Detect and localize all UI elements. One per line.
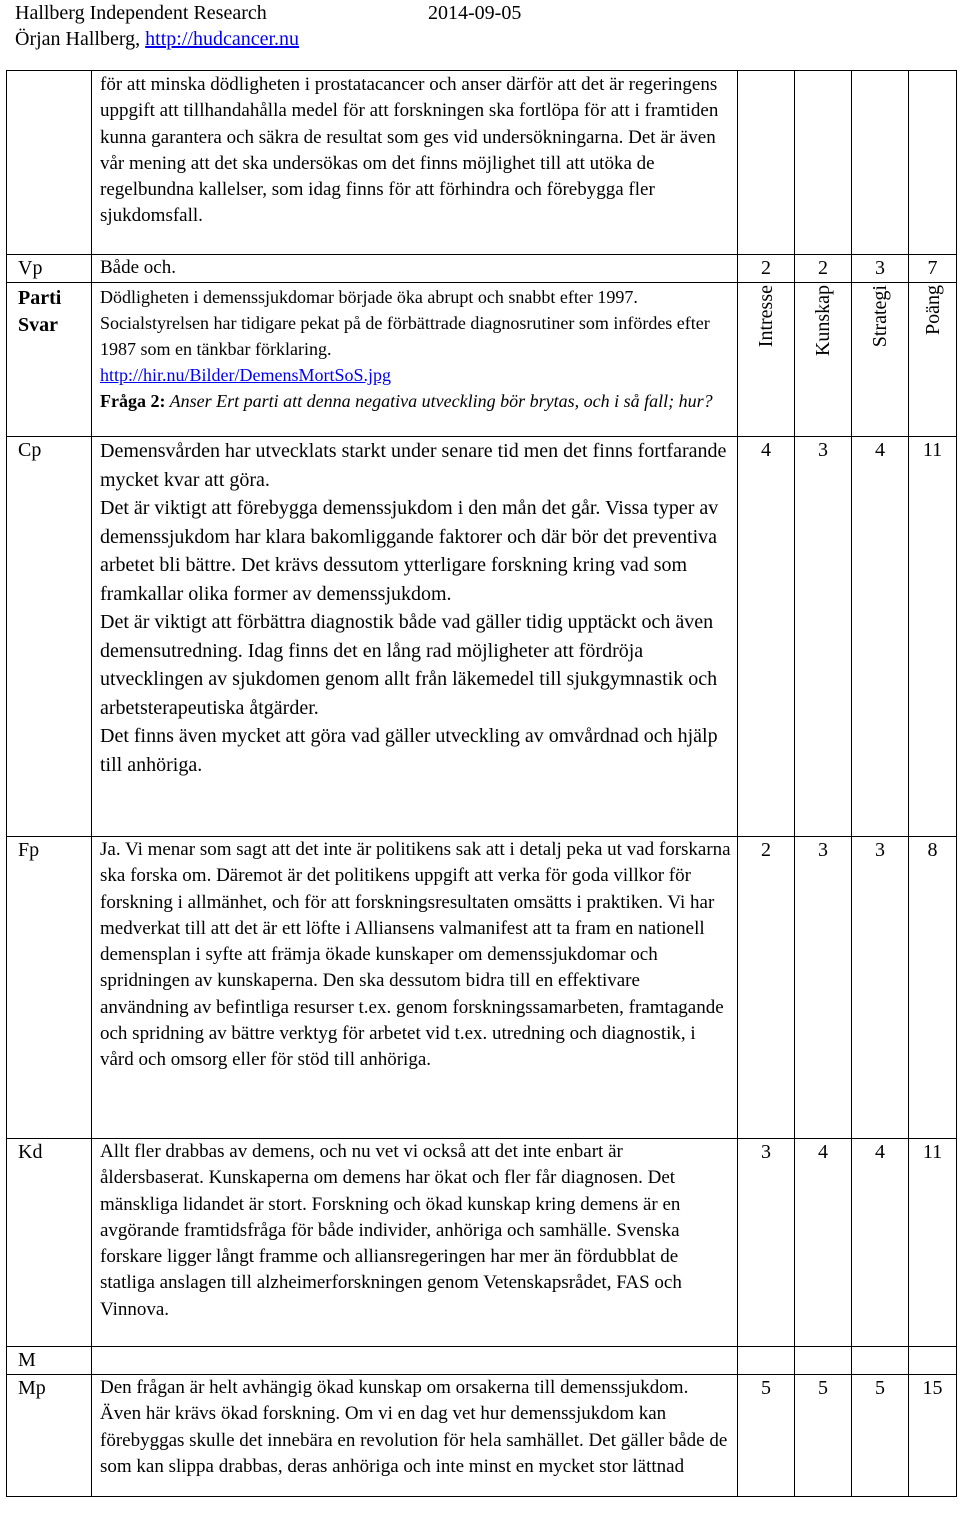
answer-cell: Både och.: [92, 255, 738, 283]
answer-paragraph: Det är viktigt att förebygga demenssjukdom i den mån det går. Vissa typer av demenssjukdom har klara bakomliggande faktorer och där bör det preventiva arbetet bli bättre. Det krävs dessutom ytterligare forskning kring vad som framkallar olika former av demenssjukdom.: [100, 497, 719, 605]
answer-paragraph: Ja. Vi menar som sagt att det inte är politikens sak att i detalj peka ut vad forskarna ska forska om. Däremot är det politikens uppgift att verka för goda villkor för forskning i allmänhet, och för att forskningsresultaten omsätts i praktiken. Vi har medverkat till att det är ett löfte i Alliansens valmanifest att ta fram en nationell demensplan i syfte att främja ökade kunskaper om demenssjukdomar och spridningen av kunskaperna. Den ska dessutom bidra till en effektivare användning av befintliga resurser t.ex. genom forskningssamarbeten, framtagande och spridning av bättre verktyg för arbetet vid t.ex. utredning och diagnostik, i vård och omsorg eller för stöd till anhöriga.: [100, 839, 731, 1071]
answer-paragraph: Demensvården har utvecklats starkt under senare tid men det finns fortfarande mycket kvar att göra.: [100, 440, 727, 491]
answer-paragraph: Det är viktigt att förbättra diagnostik både vad gäller tidig upptäckt och även demensutredning. Idag finns det en lång rad möjligheter att fördröja utvecklingen av sjukdomen genom allt från läkemedel till sjukgymnastik och arbetsterapeutiska åtgärder.: [100, 611, 718, 719]
answer-cell: [92, 1347, 738, 1375]
score-poang: 8: [909, 837, 957, 1139]
score-poang: 11: [909, 437, 957, 837]
header-link[interactable]: http://hudcancer.nu: [145, 28, 300, 50]
vp-row: [7, 255, 957, 283]
col-intresse-label: Intresse: [755, 285, 777, 348]
col-poang: [909, 283, 957, 437]
answer-paragraph: Den frågan är helt avhängig ökad kunskap om orsakerna till demenssjukdom. Även här krävs ökad forskning. Om vi en dag vet hur demenssjukdom kan förebyggas skulle det innebära en revolution för hela samhället. Det gäller både de som kan slippa drabbas, deras anhöriga och inte minst en mycket stor lättnad: [100, 1377, 728, 1477]
col-intresse: [738, 283, 795, 437]
score-kunskap: 3: [795, 437, 852, 837]
party-row: [7, 1347, 957, 1375]
question-row: [7, 283, 957, 437]
score-intresse: 4: [738, 437, 795, 837]
score-poang: 15: [909, 1375, 957, 1497]
answer-cell: [92, 1139, 738, 1347]
header-date: 2014-09-05: [428, 2, 522, 24]
score-poang: 11: [909, 1139, 957, 1347]
intro-score-cell: [795, 71, 852, 255]
party-label: Parti: [18, 287, 62, 309]
col-poang-label: Poäng: [921, 285, 944, 335]
score-intresse: 3: [738, 1139, 795, 1347]
score-strategi: 4: [852, 437, 909, 837]
question-text: Anser Ert parti att denna negativa utveckling bör brytas, och i så fall; hur?: [165, 391, 713, 411]
score-poang: 7: [909, 255, 957, 283]
party-cell: Mp: [7, 1375, 92, 1497]
score-intresse: 2: [738, 255, 795, 283]
score-intresse: 5: [738, 1375, 795, 1497]
col-kunskap-label: Kunskap: [812, 285, 834, 357]
question-cell: [92, 283, 738, 437]
score-strategi: 5: [852, 1375, 909, 1497]
party-row: [7, 1375, 957, 1497]
col-strategi: [852, 283, 909, 437]
party-row: [7, 1139, 957, 1347]
party-cell: Cp: [7, 437, 92, 837]
header-line-1: [15, 0, 945, 26]
answer-cell: [92, 1375, 738, 1497]
score-strategi: 4: [852, 1139, 909, 1347]
score-kunskap: 3: [795, 837, 852, 1139]
question-context: Dödligheten i demenssjukdomar började öka abrupt och snabbt efter 1997. Socialstyrelsen har tidigare pekat på de förbättrade diagnosrutiner som infördes efter 1987 som en tänkbar förklaring.: [100, 287, 710, 359]
answer-cell: [92, 837, 738, 1139]
intro-score-cell: [909, 71, 957, 255]
intro-row: [7, 71, 957, 255]
answers-table: [6, 70, 957, 1497]
score-kunskap: 4: [795, 1139, 852, 1347]
header-author: Örjan Hallberg,: [15, 28, 141, 50]
score-kunskap: 5: [795, 1375, 852, 1497]
col-kunskap: [795, 283, 852, 437]
answer-paragraph: Det finns även mycket att göra vad gäller utveckling av omvårdnad och hjälp till anhöriga.: [100, 725, 718, 776]
score-intresse: [738, 1347, 795, 1375]
score-intresse: 2: [738, 837, 795, 1139]
party-row: [7, 437, 957, 837]
intro-answer: [92, 71, 738, 255]
party-cell: Kd: [7, 1139, 92, 1347]
party-cell: M: [7, 1347, 92, 1375]
party-header-cell: [7, 283, 92, 437]
score-strategi: [852, 1347, 909, 1375]
question-link[interactable]: http://hir.nu/Bilder/DemensMortSoS.jpg: [100, 365, 392, 385]
answer-cell: [92, 437, 738, 837]
party-row: [7, 837, 957, 1139]
score-kunskap: 2: [795, 255, 852, 283]
question-label: Fråga 2:: [100, 391, 166, 411]
header-line-2: [15, 26, 945, 52]
intro-text: för att minska dödligheten i prostatacancer och anser därför att det är regeringens uppgift att tillhandahålla medel för att forskningen ska fortlöpa för att i framtiden kunna garantera och säkra de resultat som ges vid undersökningarna. Det är även vår mening att det ska undersökas om det finns möjlighet till att utöka de regelbundna kallelser, som idag finns för att förhindra och förebygga fler sjukdomsfall.: [100, 74, 719, 227]
party-cell: Fp: [7, 837, 92, 1139]
party-cell: Vp: [7, 255, 92, 283]
col-strategi-label: Strategi: [869, 285, 891, 348]
answer-label: Svar: [18, 314, 58, 336]
page-header: [15, 0, 945, 52]
answer-paragraph: Allt fler drabbas av demens, och nu vet vi också att det inte enbart är åldersbaserat. Kunskaperna om demens har ökat och fler får diagnosen. Det mänskliga lidandet är stort. Forskning och ökad kunskap kring demens är en avgörande framtidsfråga för både individer, anhöriga och samhälle. Svenska forskare ligger långt framme och alliansregeringen har mer än fördubblat de statliga anslagen till alzheimerforskningen genom Vetenskapsrådet, FAS och Vinnova.: [100, 1141, 682, 1320]
intro-score-cell: [738, 71, 795, 255]
score-poang: [909, 1347, 957, 1375]
score-kunskap: [795, 1347, 852, 1375]
score-strategi: 3: [852, 255, 909, 283]
score-strategi: 3: [852, 837, 909, 1139]
intro-score-cell: [852, 71, 909, 255]
header-org: Hallberg Independent Research: [15, 2, 267, 24]
intro-party-cell: [7, 71, 92, 255]
